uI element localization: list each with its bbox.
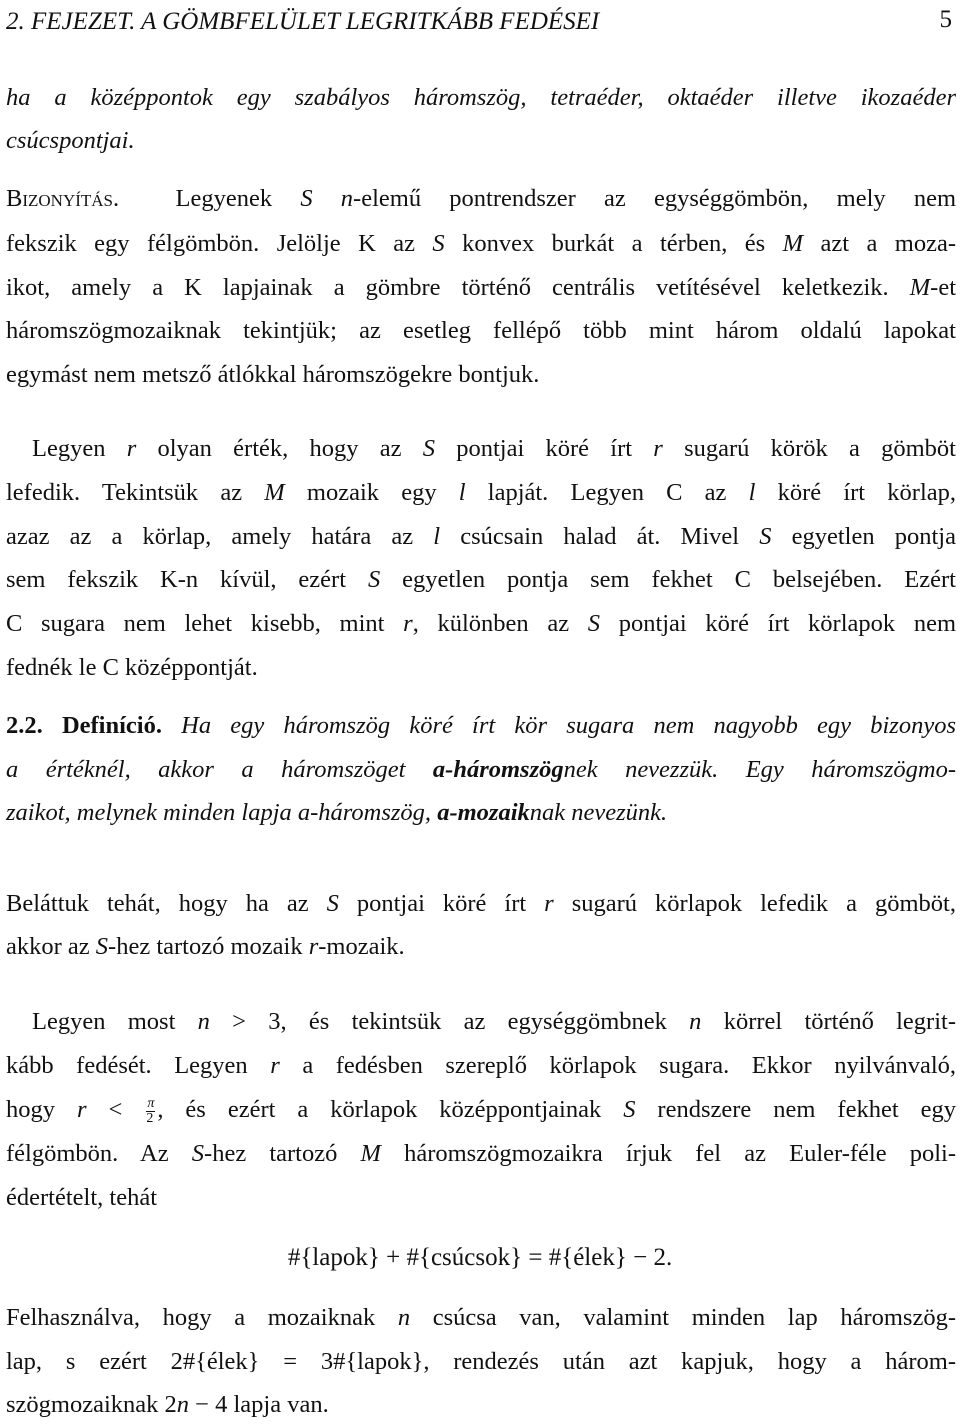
paragraph-line: lefedik. Tekintsük az M mozaik egy l lapját. Legyen C az l köré írt körlap, <box>6 479 956 506</box>
proof-line: háromszögmozaiknak tekintjük; az esetleg fellépő több mint három oldalú lapokat <box>6 317 956 344</box>
paragraph-line: akkor az S-hez tartozó mozaik r-mozaik. <box>6 933 405 960</box>
paragraph-line: Felhasználva, hogy a mozaiknak n csúcsa van, valamint minden lap háromszög- <box>6 1304 956 1331</box>
paragraph-line: édertételt, tehát <box>6 1184 157 1211</box>
paragraph-line: Legyen most n > 3, és tekintsük az egységgömbnek n körrel történő legrit- <box>32 1008 956 1035</box>
paragraph-line: kább fedését. Legyen r a fedésben szereplő körlapok sugara. Ekkor nyilvánvaló, <box>6 1052 956 1079</box>
paragraph-line: sem fekszik K-n kívül, ezért S egyetlen pontja sem fekhet C belsejében. Ezért <box>6 566 956 593</box>
pi-over-two-fraction: $\frac{\pi}{2}$ <box>146 1095 155 1126</box>
definition-line: a értéknél, akkor a háromszöget a-háromszögnek nevezzük. Egy háromszögmo- <box>6 756 956 783</box>
definition-line: 2.2. Definíció. Ha egy háromszög köré írt kör sugara nem nagyobb egy bizonyos <box>6 712 957 739</box>
theorem-line: ha a középpontok egy szabályos háromszög, tetraéder, oktaéder illetve ikozaéder <box>6 84 956 111</box>
paragraph-line: Legyen r olyan érték, hogy az S pontjai köré írt r sugarú körök a gömböt <box>32 435 956 462</box>
proof-line: ikot, amely a K lapjainak a gömbre történő centrális vetítésével keletkezik. M-et <box>6 274 956 301</box>
paragraph-line: hogy r < $\frac{\pi}{2}$ , és ezért a körlapok középpontjainak S rendszere nem fekhet egy <box>6 1095 956 1126</box>
proof-line: Bizonyítás. Legyenek S n-elemű pontrendszer az egységgömbön, mely nem <box>6 185 957 212</box>
paragraph-line: szögmozaiknak 2n − 4 lapja van. <box>6 1391 329 1418</box>
proof-line: fekszik egy félgömbön. Jelölje K az S konvex burkát a térben, és M azt a moza- <box>6 230 956 257</box>
page-number: 5 <box>939 6 952 33</box>
paragraph-line: azaz az a körlap, amely határa az l csúcsain halad át. Mivel S egyetlen pontja <box>6 523 956 550</box>
paragraph-line: C sugara nem lehet kisebb, mint r, különben az S pontjai köré írt körlapok nem <box>6 610 957 637</box>
theorem-line: csúcspontjai. <box>6 127 135 154</box>
paragraph-line: félgömbön. Az S-hez tartozó M háromszögmozaikra írjuk fel az Euler-féle poli- <box>6 1140 956 1167</box>
paragraph-line: Beláttuk tehát, hogy ha az S pontjai köré írt r sugarú körlapok lefedik a gömböt, <box>6 890 956 917</box>
paragraph-line: lap, s ezért 2#{élek} = 3#{lapok}, rendezés után azt kapjuk, hogy a három- <box>6 1348 956 1375</box>
paragraph-line: fednék le C középpontját. <box>6 654 258 681</box>
definition-line: zaikot, melynek minden lapja a-háromszög, a-mozaiknak nevezünk. <box>6 799 668 826</box>
proof-line: egymást nem metsző átlókkal háromszögekre bontjuk. <box>6 361 540 388</box>
running-header: 2. FEJEZET. A GÖMBFELÜLET LEGRITKÁBB FEDÉSEI <box>6 8 600 35</box>
euler-equation: #{lapok} + #{csúcsok} = #{élek} − 2. <box>287 1244 673 1271</box>
